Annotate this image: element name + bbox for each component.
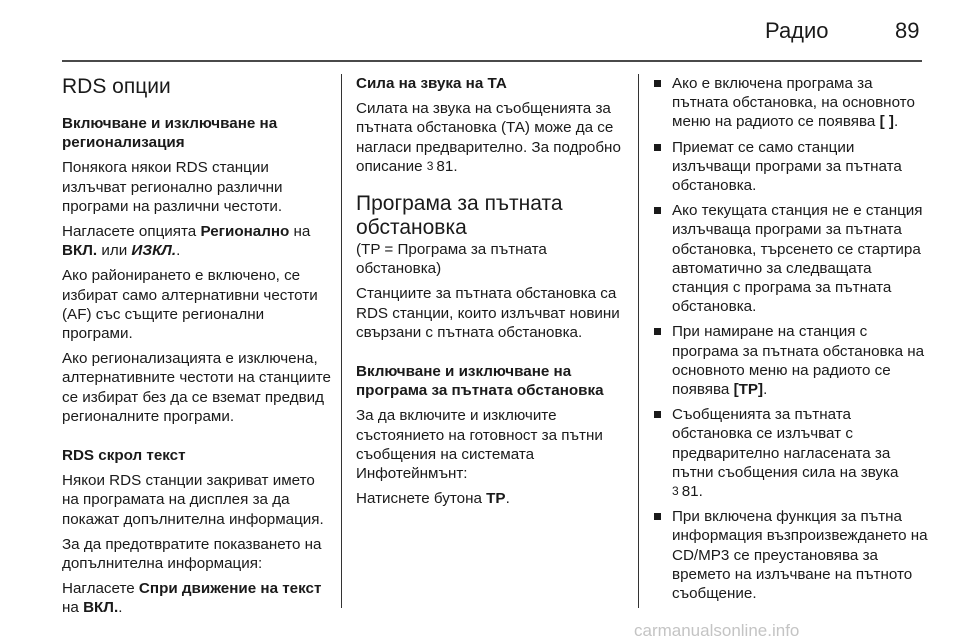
option-stop-scroll: Спри движение на текст [138,580,322,598]
option-off: ИЗКЛ. [131,242,177,260]
page-number: 89 [895,18,920,43]
regional-paragraph-4: Ако регионализацията е изключена, алтернативните честоти на станциите се избират без да се вземат предвид регионалните програми. [62,350,331,425]
list-item: Приемат се само станции излъчващи програми за пътната обстановка. [652,138,928,196]
page-ref-arrow-icon: 3 [672,484,679,499]
bullet-square-icon [654,144,661,151]
section-title: RDS опции [62,75,171,98]
regional-paragraph-3: Ако районирането е включено, се избират само алтернативни честоти (AF) със същите регионални програми. [62,267,318,343]
scroll-paragraph-1: Някои RDS станции закриват името на програмата на дисплея за да покажат допълнителна информация. [62,472,324,528]
bullet-square-icon [654,411,661,418]
scroll-paragraph-3: Нагласете Спри движение на текст на ВКЛ.. [62,580,322,617]
regional-heading: Включване и изключване на регионализация [62,115,278,152]
ta-volume-paragraph: Силата на звука на съобщенията за пътната обстановка (ТА) може да се нагласи предварително. За подробно описание 3 81. [356,100,621,175]
column-3 [652,74,928,609]
column-2 [356,74,628,514]
tp-onoff-paragraph-2: Натиснете бутона TP. [356,490,510,508]
page-reference: 81. [681,483,703,501]
watermark: carmanualsonline.info [634,621,800,640]
column-divider-1 [341,74,342,608]
regional-paragraph-1: Понякога някои RDS станции излъчват регионално различни програми на различни честоти. [62,159,283,215]
column-divider-2 [638,74,639,608]
page-reference: 81. [436,157,458,175]
list-item: Съобщенията за пътната обстановка се излъчват с предварително нагласената за пътни съобщения сила на звука 3 81. [652,405,928,501]
tp-onoff-heading: Включване и изключване на програма за пътната обстановка [356,363,604,400]
option-on: ВКЛ. [62,242,98,260]
list-item: При намиране на станция с програма за пътната обстановка на основното меню на радиото се появява [TP]. [652,322,928,399]
column-1 [62,74,332,624]
list-item: При включена функция за пътна информация възпроизвеждането на CD/MP3 се преустановява за времето на излъчване на пътното съобщение. [652,507,928,603]
bullet-square-icon [654,80,661,87]
bullet-square-icon [654,207,661,214]
tp-button-label: TP [486,490,506,508]
option-regional: Регионално [200,223,290,241]
tp-bullet-list [652,74,928,603]
scroll-text-heading: RDS скрол текст [62,447,186,465]
tp-onoff-paragraph-1: За да включите и изключите състоянието на готовност за пътни съобщения на системата Инфотейнмънт: [356,407,603,483]
page-ref-arrow-icon: 3 [426,158,434,173]
ta-volume-heading: Сила на звука на ТА [356,75,507,92]
option-on-2: ВКЛ. [83,599,119,617]
scroll-paragraph-2: За да предотвратите показването на допълнителна информация: [62,535,322,573]
tp-section-title: Програма за пътната обстановка [356,192,563,240]
tp-paragraph-1: (TP = Програма за пътната обстановка) [356,241,547,278]
list-item: Ако текущата станция не е станция излъчваща програми за пътната обстановка, търсенето се стартира автоматично за следващата станция с програма за пътната обстановка. [652,201,928,316]
bullet-square-icon [654,328,661,335]
list-item: Ако е включена програма за пътната обстановка, на основното меню на радиото се появява [ ]. [652,74,928,132]
bullet-square-icon [654,513,661,520]
header-title: Радио [765,18,829,43]
tp-paragraph-2: Станциите за пътната обстановка са RDS станции, които излъчват новини свързани с пътната обстановка. [356,285,620,341]
regional-paragraph-2: Нагласете опцията Регионално на ВКЛ. или ИЗКЛ.. [62,223,311,260]
header-divider [62,60,922,62]
